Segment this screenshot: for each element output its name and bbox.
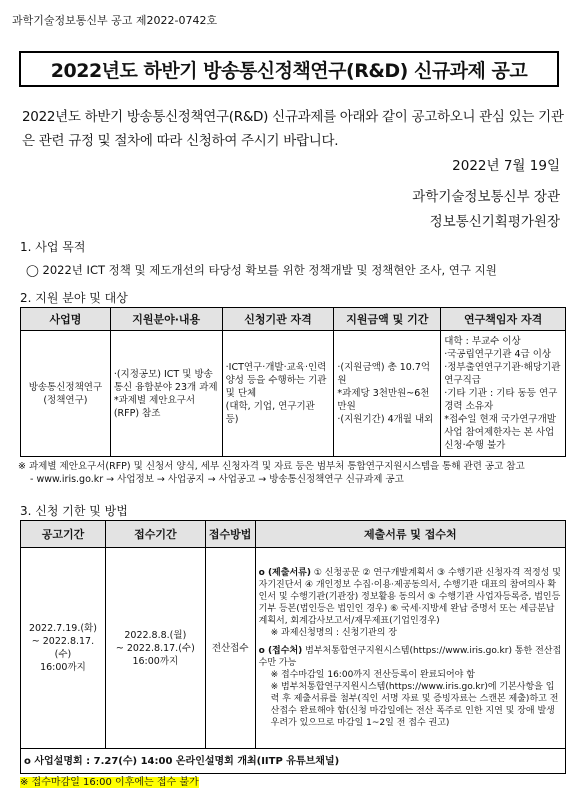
section-1-heading: 1. 사업 목적 bbox=[20, 240, 86, 254]
notice-period-cell bbox=[21, 548, 106, 749]
deadline-note-text: ※ 접수마감일 16:00 이후에는 접수 불가 bbox=[20, 777, 199, 788]
notice-title-box bbox=[19, 51, 559, 87]
notice-title: 2022년도 하반기 방송통신정책연구(R&D) 신규과제 공고 bbox=[50, 59, 528, 82]
receipt-period-time: 16:00까지 bbox=[132, 655, 179, 667]
table-header-row bbox=[21, 308, 566, 331]
field-text: ·(지정공모) ICT 및 방송통신 융합분야 23개 과제 bbox=[113, 368, 218, 393]
receipt-heading: o (접수처) bbox=[258, 646, 303, 656]
notice-period-start: 2022.7.19.(화) bbox=[28, 623, 97, 634]
pi-restriction: *접수일 현재 국가연구개발사업 참여제한자는 본 사업 신청·수행 불가 bbox=[444, 414, 556, 451]
iris-path: - www.iris.go.kr → 사업정보 → 사업공지 → 사업공고 → 방송통신정책연구 신규과제 공고 bbox=[30, 474, 404, 485]
table-row bbox=[21, 548, 566, 749]
table-header: 제출서류 및 접수처 bbox=[255, 521, 565, 548]
rfp-note-text: ※ 과제별 제안요구서(RFP) 및 신청서 양식, 세부 신청자격 및 자료 등은 범부처 통합연구지원시스템을 통해 관련 공고 참고 bbox=[18, 461, 525, 472]
receipt-block bbox=[259, 645, 562, 669]
amount-per-project: *과제당 3천만원~6천만원 bbox=[337, 388, 430, 412]
table-header-row bbox=[21, 521, 566, 548]
receipt-period-end: ~ 2022.8.17.(수) bbox=[115, 642, 195, 654]
receipt-period-start: 2022.8.8.(월) bbox=[124, 629, 187, 641]
eligibility-cell bbox=[222, 331, 334, 457]
support-period: ·(지원기간) 4개월 내외 bbox=[337, 414, 434, 425]
receipt-location: 범부처통합연구지원시스템(https://www.iris.go.kr) 통한 전산접수만 가능 bbox=[258, 646, 562, 668]
table-row bbox=[21, 331, 566, 457]
briefing-cell: o 사업설명회 : 7.27(수) 14:00 온라인설명회 개최(IITP 유튜브채널) bbox=[21, 749, 566, 774]
amount-total: ·(지원금액) 총 10.7억원 bbox=[337, 362, 431, 386]
field-cell bbox=[110, 331, 222, 457]
eligibility-examples: (대학, 기업, 연구기관 등) bbox=[225, 401, 315, 425]
pi-university: 대학 : 부교수 이상 bbox=[444, 336, 521, 347]
receipt-procedure-note: ※ 범부처통합연구지원시스템(https://www.iris.go.kr)에 기본사항을 입력 후 제출서류를 첨부(직인 서명 자료 및 증빙자료는 스캔본 제출)하고 전산접수 완료해야 함(신청 마감일에는 전산 폭주로 인한 지연 및 장애 발생 우려가 있으므로 마감일 1~2일 전 접수 권고) bbox=[270, 682, 559, 728]
notice-period-time: 16:00까지 bbox=[40, 662, 86, 673]
program-cell: 방송통신정책연구 (정책연구) bbox=[21, 331, 111, 457]
signatory-minister: 과학기술정보통신부 장관 bbox=[412, 189, 560, 205]
table-header: 지원분야·내용 bbox=[110, 308, 222, 331]
applicant-name-note: ※ 과제신청명의 : 신청기관의 장 bbox=[270, 628, 397, 638]
rfp-note bbox=[18, 460, 573, 486]
documents-list: ① 신청공문 ② 연구개발계획서 ③ 수행기관 신청자격 적정성 및 자기진단서 ④ 개인정보 수집·이용·제공동의서, 수행기관 대표의 참여의사 확인서 및 수행기관(기관장) 정보활용 동의서 ⑤ 수행기관 사업자등록증, 법인등기부 등본(법인등은 법인인 경우) ⑥ 국세·지방세 완납 증명서 또는 세금분납계획서, 회계감사보고서/재무제표(기업인경우) bbox=[258, 568, 561, 626]
section-3-heading: 3. 신청 기한 및 방법 bbox=[20, 504, 128, 518]
eligibility-text: ·ICT연구·개발·교육·인력 양성 등을 수행하는 기관 및 단체 bbox=[225, 362, 327, 399]
application-table bbox=[20, 520, 566, 774]
receipt-period-cell bbox=[105, 548, 205, 749]
doc-number: 과학기술정보통신부 공고 제2022-0742호 bbox=[12, 14, 218, 27]
deadline-note bbox=[20, 773, 199, 788]
documents-block bbox=[259, 567, 562, 627]
table-header: 공고기간 bbox=[21, 521, 106, 548]
signatory-iitp: 정보통신기획평가원장 bbox=[429, 214, 560, 230]
support-table bbox=[20, 307, 566, 457]
section-1-item: ◯ 2022년 ICT 정책 및 제도개선의 타당성 확보를 위한 정책개발 및 정책현안 조사, 연구 지원 bbox=[26, 263, 497, 277]
pi-gov-institute: ·정부출연연구기관·해당기관 연구직급 bbox=[444, 362, 561, 386]
method-cell: 전산접수 bbox=[205, 548, 255, 749]
section-2-heading: 2. 지원 분야 및 대상 bbox=[20, 291, 128, 305]
notice-period-end: ~ 2022.8.17.(수) bbox=[31, 636, 95, 660]
documents-heading: o (제출서류) bbox=[258, 568, 311, 578]
table-header: 신청기관 자격 bbox=[222, 308, 334, 331]
table-header: 접수방법 bbox=[205, 521, 255, 548]
table-header: 사업명 bbox=[21, 308, 111, 331]
table-header: 연구책임자 자격 bbox=[441, 308, 566, 331]
pi-other: ·기타 기관 : 기타 동등 연구 경력 소유자 bbox=[444, 388, 558, 412]
table-header: 지원금액 및 기간 bbox=[334, 308, 441, 331]
field-note: *과제별 제안요구서(RFP) 참조 bbox=[113, 394, 196, 419]
intro-paragraph: 2022년도 하반기 방송통신정책연구(R&D) 신규과제를 아래와 같이 공고하오니 관심 있는 기관은 관련 규정 및 절차에 따라 신청하여 주시기 바랍니다. bbox=[22, 109, 564, 149]
briefing-row bbox=[21, 749, 566, 774]
pi-national-institute: ·국공립연구기관 4급 이상 bbox=[444, 349, 552, 360]
pi-cell bbox=[441, 331, 566, 457]
amount-cell bbox=[334, 331, 441, 457]
table-header: 접수기간 bbox=[105, 521, 205, 548]
receipt-deadline-note: ※ 접수마감일 16:00까지 전산등록이 완료되어야 함 bbox=[270, 670, 475, 680]
documents-cell bbox=[255, 548, 565, 749]
notice-date: 2022년 7월 19일 bbox=[452, 158, 560, 174]
